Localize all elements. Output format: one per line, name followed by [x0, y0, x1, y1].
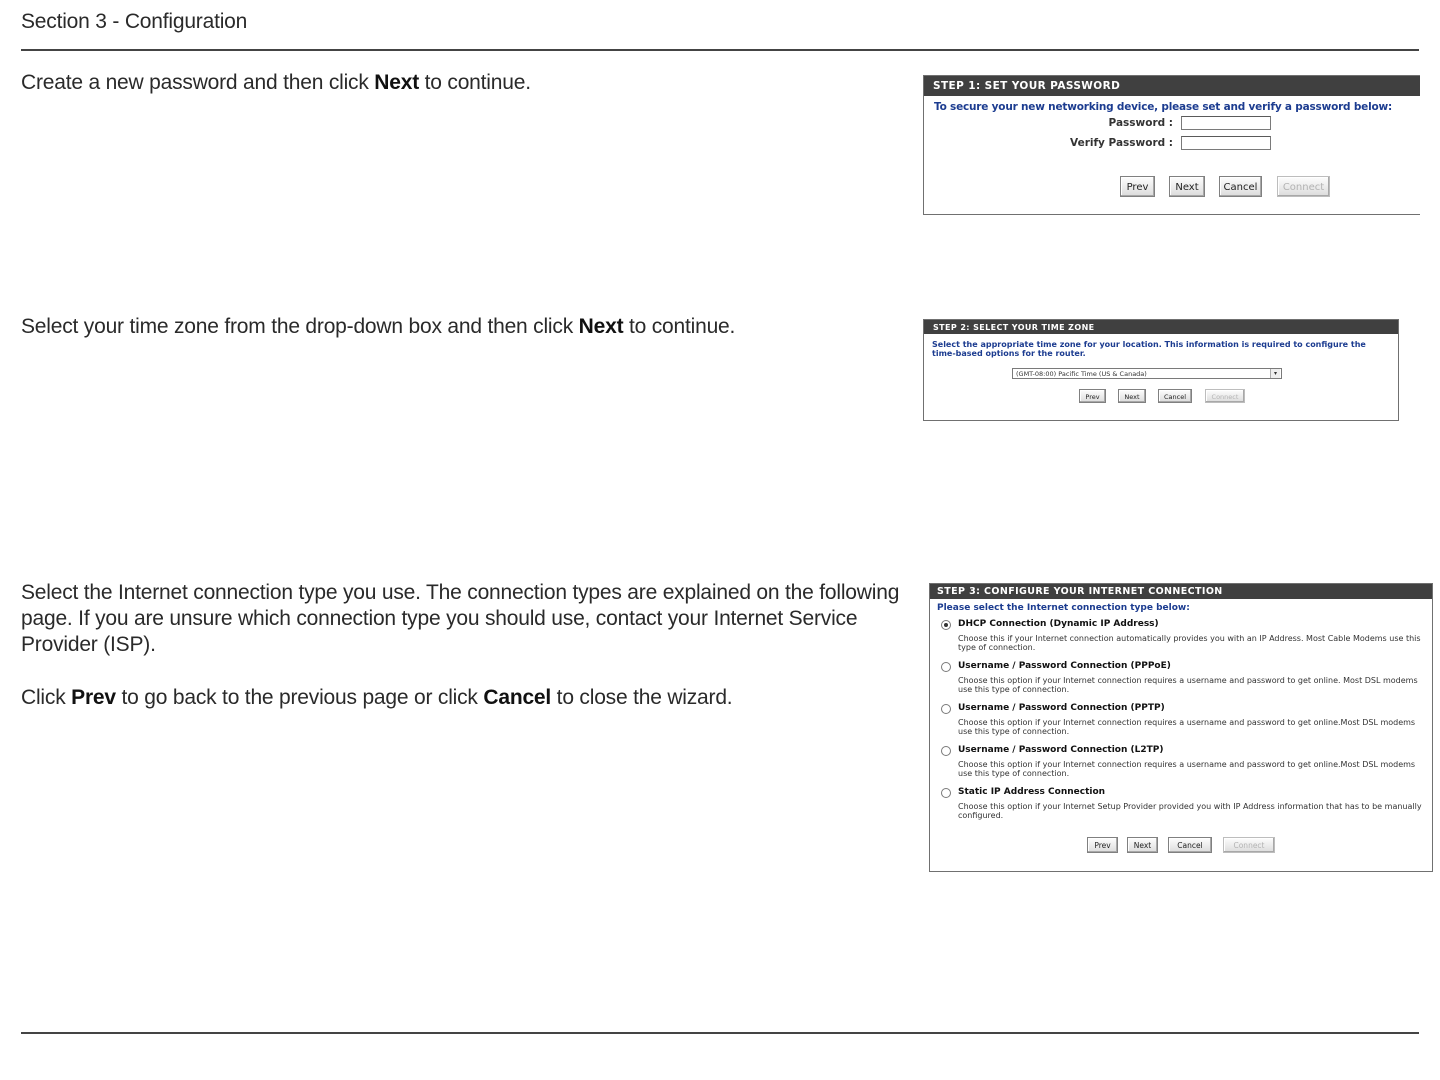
connect-button: Connect [1277, 176, 1330, 197]
panel-title: STEP 3: CONFIGURE YOUR INTERNET CONNECTION [930, 584, 1432, 599]
panel-description: Please select the Internet connection type below: [937, 603, 1190, 613]
option-description: Choose this option if your Internet Setup Provider provided you with IP Address information that has to be manually configured. [958, 802, 1422, 820]
radio-button[interactable] [941, 620, 951, 630]
next-button[interactable]: Next [1127, 837, 1158, 853]
option-description: Choose this if your Internet connection automatically provides you with an IP Address. Most Cable Modems use this type of connection. [958, 634, 1421, 652]
cancel-button[interactable]: Cancel [1219, 176, 1262, 197]
connect-button: Connect [1223, 837, 1275, 853]
time-zone-panel [923, 319, 1399, 421]
option-description: Choose this option if your Internet connection requires a username and password to get online.Most DSL modems use this type of connection. [958, 760, 1416, 778]
option-title: Username / Password Connection (PPPoE) [958, 661, 1171, 671]
password-input[interactable] [1181, 116, 1271, 130]
option-title: Username / Password Connection (PPTP) [958, 703, 1165, 713]
panel-description: Select the appropriate time zone for your location. This information is required to configure the time-based options for the router. [932, 340, 1366, 358]
time-zone-select[interactable] [1012, 368, 1282, 379]
radio-button[interactable] [941, 746, 951, 756]
radio-button[interactable] [941, 662, 951, 672]
header-divider [21, 49, 1419, 51]
chevron-down-icon[interactable]: ▾ [1270, 369, 1280, 378]
radio-button[interactable] [941, 788, 951, 798]
set-password-panel [923, 75, 1420, 215]
option-title: DHCP Connection (Dynamic IP Address) [958, 619, 1159, 629]
cancel-button[interactable]: Cancel [1158, 389, 1192, 403]
panel-description: To secure your new networking device, please set and verify a password below: [934, 101, 1392, 113]
option-title: Username / Password Connection (L2TP) [958, 745, 1164, 755]
connect-button: Connect [1205, 389, 1245, 403]
prev-button[interactable]: Prev [1079, 389, 1106, 403]
option-description: Choose this option if your Internet connection requires a username and password to get online.Most DSL modems use this type of connection. [958, 718, 1416, 736]
step3-navigation-instruction: Click Prev to go back to the previous page or click Cancel to close the wizard. [21, 686, 733, 709]
time-zone-selected-value: (GMT-08:00) Pacific Time (US & Canada) [1016, 370, 1147, 378]
section-header: Section 3 - Configuration [21, 10, 248, 33]
next-button[interactable]: Next [1118, 389, 1146, 403]
footer-divider [21, 1032, 1419, 1034]
verify-password-input[interactable] [1181, 136, 1271, 150]
prev-button[interactable]: Prev [1120, 176, 1155, 197]
prev-button[interactable]: Prev [1087, 837, 1118, 853]
step2-instruction: Select your time zone from the drop-down box and then click Next to continue. [21, 315, 736, 338]
password-label: Password : [1108, 117, 1173, 129]
step1-instruction: Create a new password and then click Next to continue. [21, 71, 531, 94]
internet-connection-panel [929, 583, 1433, 872]
cancel-button[interactable]: Cancel [1168, 837, 1212, 853]
option-title: Static IP Address Connection [958, 787, 1106, 797]
step3-instruction: Select the Internet connection type you use. The connection types are explained on the following page. If you are unsure which connection type you should use, contact your Internet Service Provider (ISP). [21, 581, 900, 656]
panel-title: STEP 1: SET YOUR PASSWORD [924, 76, 1420, 96]
next-button[interactable]: Next [1169, 176, 1205, 197]
radio-button[interactable] [941, 704, 951, 714]
verify-password-label: Verify Password : [1070, 137, 1173, 149]
option-description: Choose this option if your Internet connection requires a username and password to get online. Most DSL modems use this type of connection. [958, 676, 1418, 694]
panel-title: STEP 2: SELECT YOUR TIME ZONE [924, 320, 1398, 334]
